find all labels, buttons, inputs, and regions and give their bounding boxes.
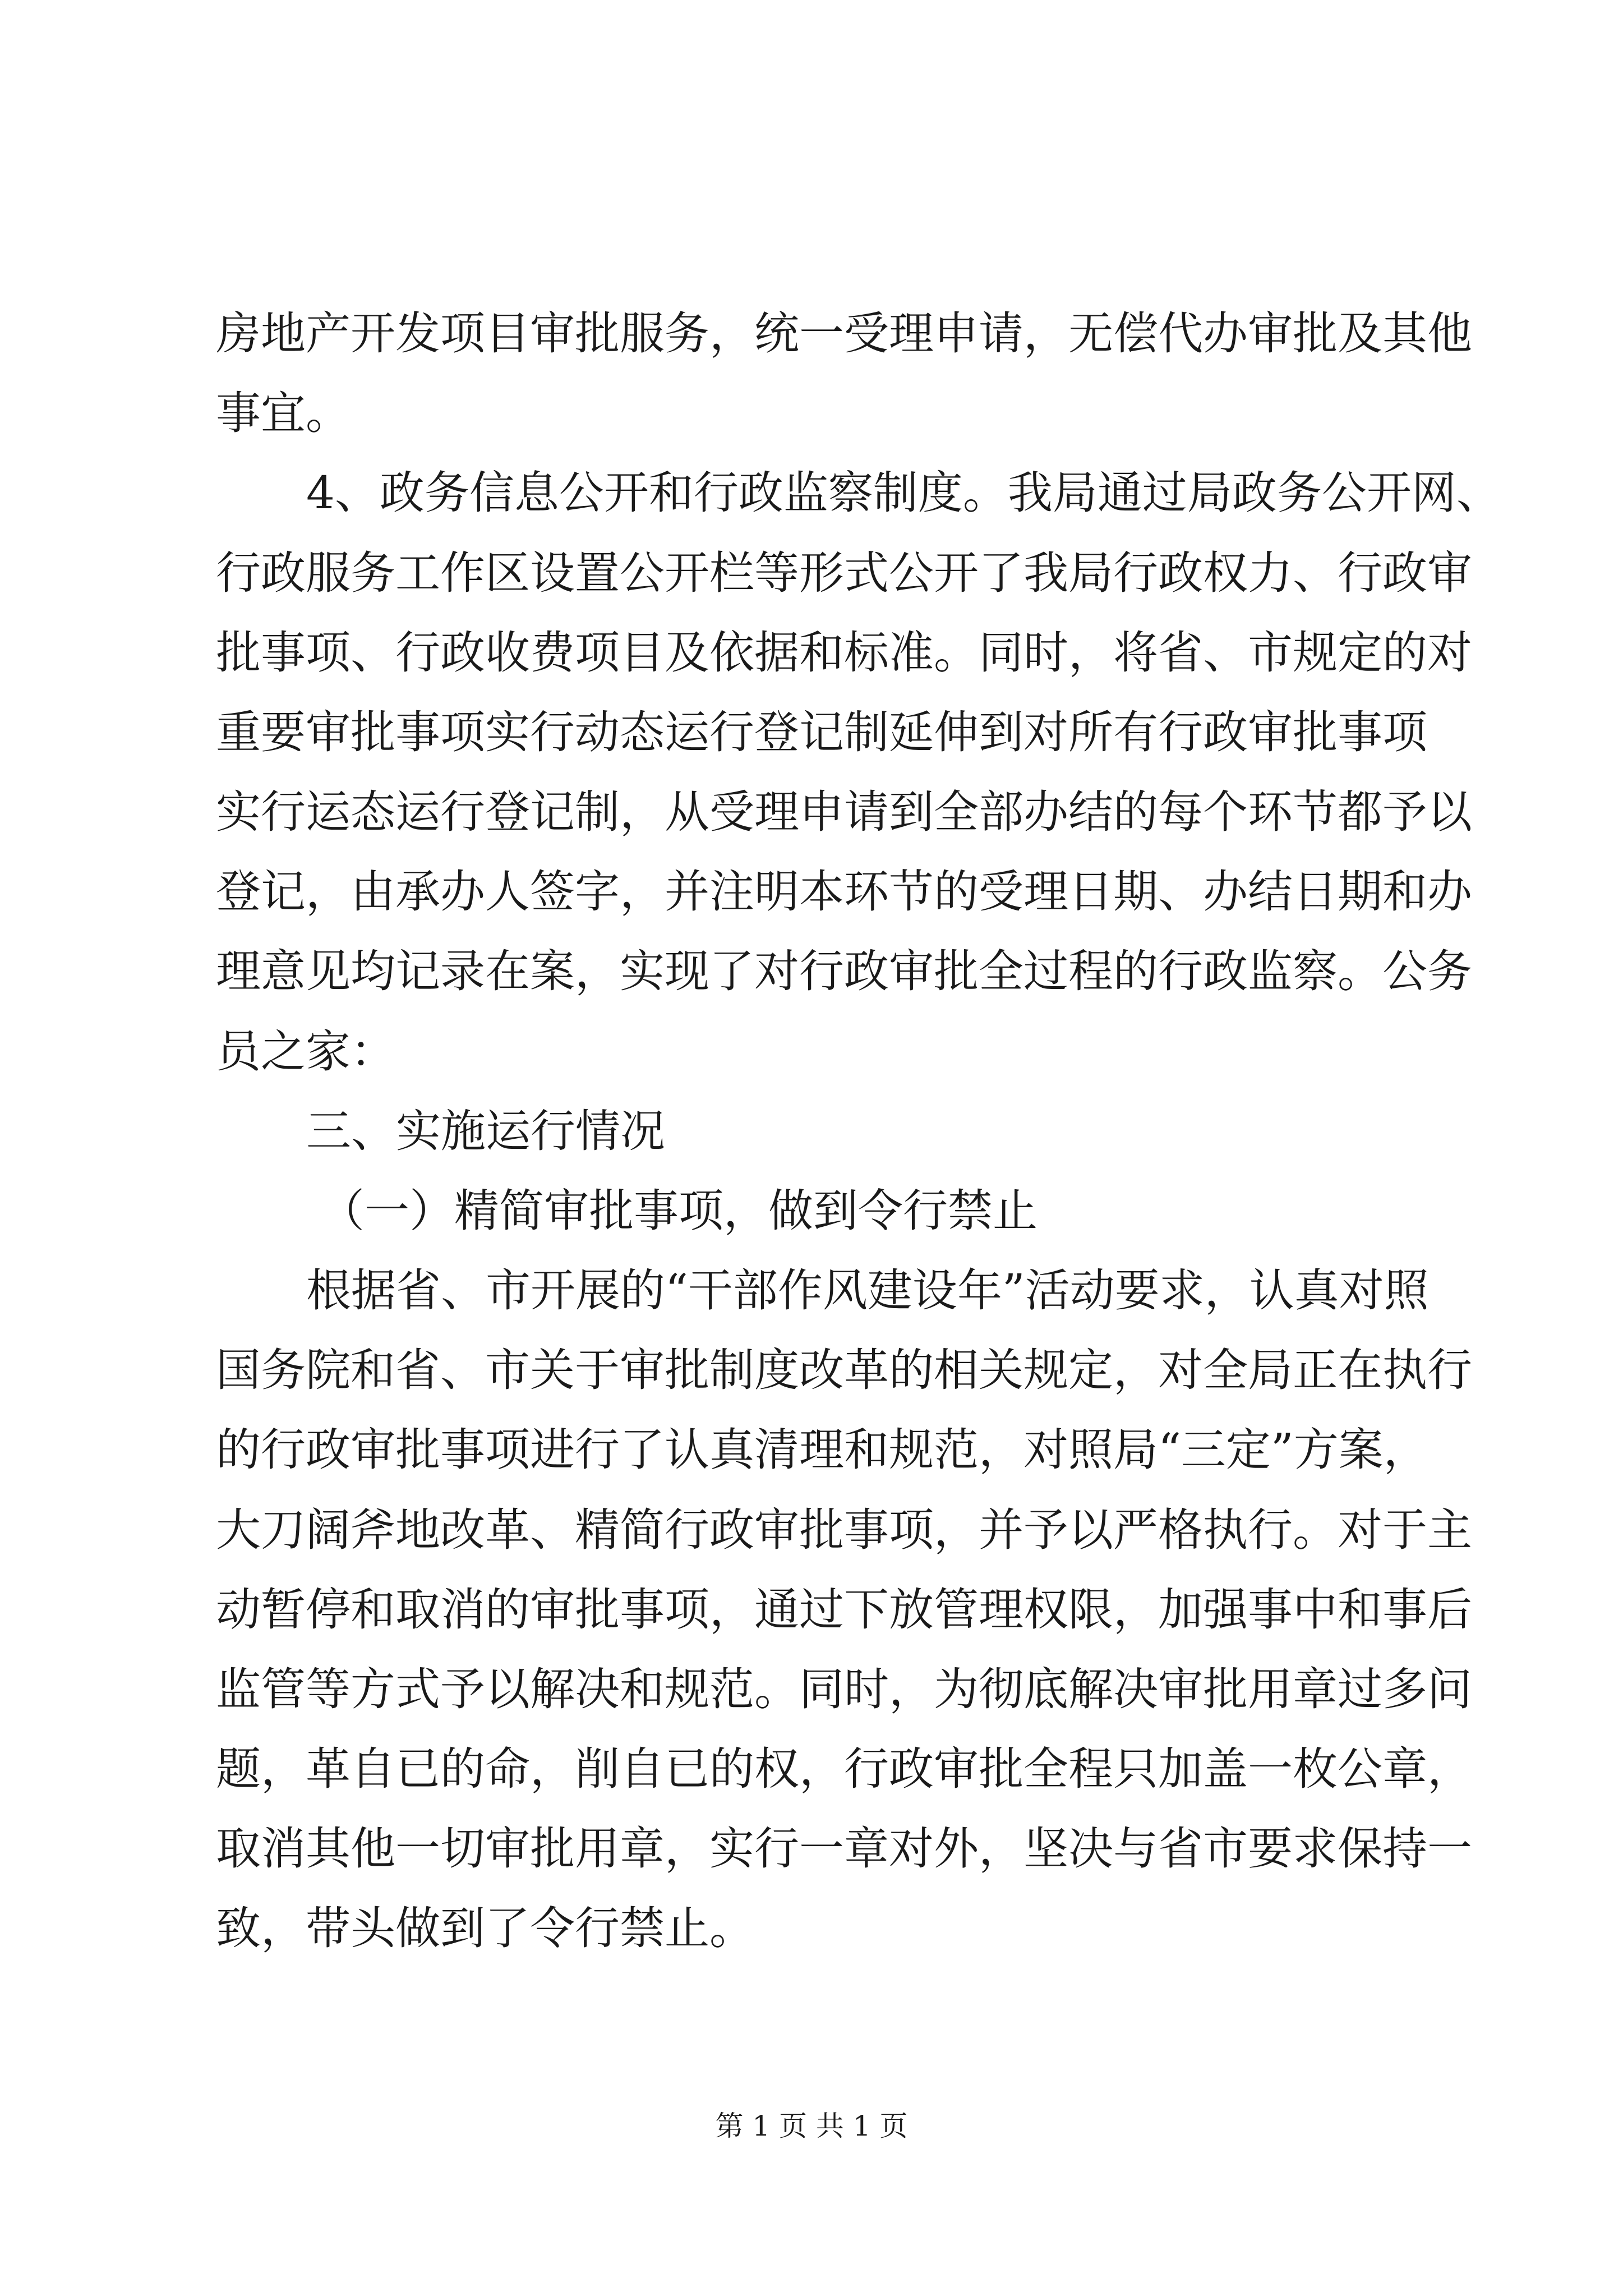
body-text-line: 监管等方式予以解决和规范。同时，为彻底解决审批用章过多问 <box>216 1663 1472 1715</box>
body-text-line: 批事项、行政收费项目及依据和标准。同时，将省、市规定的对 <box>216 627 1472 679</box>
body-text-line: 登记，由承办人签字，并注明本环节的受理日期、办结日期和办 <box>216 866 1472 918</box>
body-text-line: 重要审批事项实行动态运行登记制延伸到对所有行政审批事项 <box>216 706 1427 758</box>
body-text-line: 行政服务工作区设置公开栏等形式公开了我局行政权力、行政审 <box>216 547 1472 599</box>
body-text-line: 致，带头做到了令行禁止。 <box>216 1902 754 1954</box>
body-text-line: 实行运态运行登记制，从受理申请到全部办结的每个环节都予以 <box>216 786 1472 838</box>
body-text-line: 4、政务信息公开和行政监察制度。我局通过局政务公开网、 <box>306 467 1501 519</box>
body-text-line: 理意见均记录在案，实现了对行政审批全过程的行政监察。公务 <box>216 945 1472 997</box>
body-text-line: 员之家： <box>216 1025 395 1078</box>
body-text-line: 动暂停和取消的审批事项，通过下放管理权限，加强事中和事后 <box>216 1584 1472 1636</box>
body-text-line: 国务院和省、市关于审批制度改革的相关规定，对全局正在执行 <box>216 1344 1472 1396</box>
section-heading: 三、实施运行情况 <box>306 1105 665 1157</box>
page-footer: 第 1 页 共 1 页 <box>715 2110 908 2142</box>
body-text-line: 的行政审批事项进行了认真清理和规范，对照局“三定”方案， <box>216 1424 1428 1476</box>
body-text-line: 事宜。 <box>216 387 351 439</box>
body-text-line: 取消其他一切审批用章，实行一章对外，坚决与省市要求保持一 <box>216 1823 1472 1875</box>
body-text-line: 房地产开发项目审批服务，统一受理申请，无偿代办审批及其他 <box>216 307 1472 360</box>
body-text-line: 根据省、市开展的“干部作风建设年”活动要求，认真对照 <box>306 1264 1429 1317</box>
subsection-heading: （一）精简审批事项，做到令行禁止 <box>320 1185 1038 1237</box>
body-text-line: 题，革自已的命，削自已的权，行政审批全程只加盖一枚公章， <box>216 1743 1472 1795</box>
body-text-line: 大刀阔斧地改革、精简行政审批事项，并予以严格执行。对于主 <box>216 1504 1472 1556</box>
